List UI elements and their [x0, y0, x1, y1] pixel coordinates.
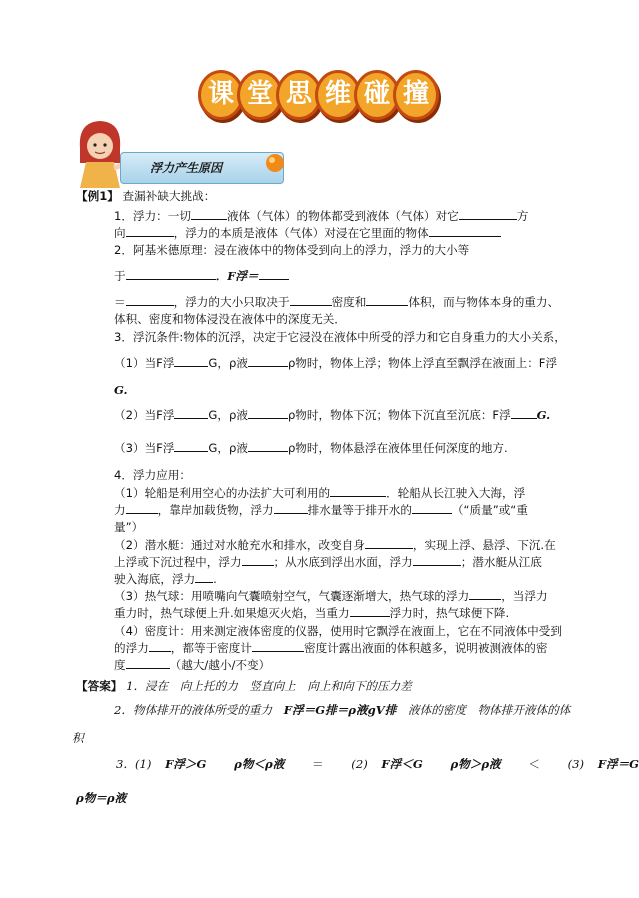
q4-text: 浮力时，热气球便下降. — [389, 606, 510, 620]
answer-blank[interactable] — [366, 294, 408, 306]
answer-blank[interactable] — [413, 554, 461, 566]
banner-char: 课 — [198, 70, 244, 120]
q4-text: 排水量等于排开水的 — [307, 503, 412, 517]
answer-blank[interactable] — [174, 355, 208, 367]
q3-text: （2）当F浮 — [114, 408, 175, 422]
answer-blank[interactable] — [126, 657, 170, 669]
q4-text: 4．浮力应用： — [114, 468, 191, 482]
question-1-line-1 — [114, 208, 528, 224]
q3-text: G，ρ液 — [208, 356, 248, 370]
q2-text: 2．阿基米德原理：浸在液体中的物体受到向上的浮力，浮力的大小等 — [114, 243, 470, 257]
question-4-4-line-2 — [114, 640, 547, 656]
answer-blank[interactable] — [191, 208, 227, 220]
answer-blank[interactable] — [195, 571, 213, 583]
banner-char: 堂 — [237, 70, 283, 120]
answer-blank[interactable] — [174, 440, 208, 452]
q4-text: 力 — [114, 503, 126, 517]
q3-text: ρ物时，物体上浮；物体上浮直至飘浮在液面上：F浮 — [287, 356, 558, 370]
question-3-case-3 — [114, 440, 508, 456]
q1-text: ，浮力的本质是液体（气体）对浸在它里面的物体 — [173, 226, 429, 240]
question-4-4-line-1 — [114, 623, 562, 639]
question-3-line-1 — [114, 329, 566, 345]
question-4-1-line-3 — [114, 519, 143, 535]
question-2-line-2 — [114, 268, 289, 284]
answer-1: 1．浸在 向上托的力 竖直向上 向上和向下的压力差 — [126, 679, 412, 693]
q3-text: G. — [536, 408, 551, 422]
q4-text: ，都等于密度计 — [170, 641, 252, 655]
question-3-case-1-cont — [114, 382, 128, 398]
answer-blank[interactable] — [126, 268, 216, 280]
q4-text: （“质量”或“重 — [451, 503, 528, 517]
q3-text: G. — [114, 383, 128, 397]
answer-blank[interactable] — [290, 294, 332, 306]
question-4-1-line-2 — [114, 502, 528, 518]
q2-formula: ．F浮＝ — [215, 269, 259, 283]
question-3-case-1 — [114, 355, 557, 371]
answer-2: 积 — [72, 731, 84, 745]
answer-blank[interactable] — [149, 640, 171, 652]
q2-text: 密度和 — [331, 295, 367, 309]
question-2-line-3 — [114, 294, 559, 310]
banner-char: 维 — [315, 70, 361, 120]
answer-3-formula: ρ物＞ρ液 — [450, 757, 501, 771]
banner-char: 撞 — [393, 70, 439, 120]
question-4-2-line-3 — [114, 571, 217, 587]
q3-text: （3）当F浮 — [114, 441, 175, 455]
answer-3: (3) — [567, 757, 585, 771]
answer-blank[interactable] — [274, 502, 308, 514]
q2-text: 于 — [114, 269, 126, 283]
question-4-4-line-3 — [114, 657, 270, 673]
question-2-line-4 — [114, 311, 346, 327]
q4-text: 度 — [114, 658, 126, 672]
q4-text: ，实现上浮、悬浮、下沉.在 — [412, 538, 556, 552]
answer-blank[interactable] — [242, 554, 274, 566]
question-4-3-line-1 — [114, 588, 548, 604]
q4-text: 密度计露出液面的体积越多，说明被测液体的密 — [303, 641, 548, 655]
answer-3-formula: ρ物＜ρ液 — [234, 757, 285, 771]
q4-text: ，当浮力 — [501, 589, 548, 603]
q4-text: （1）轮船是利用空心的办法扩大可利用的 — [114, 486, 331, 500]
q4-text: （越大/越小/不变） — [169, 658, 271, 672]
answer-line-2-cont — [72, 730, 84, 746]
question-2-line-1 — [114, 242, 469, 258]
answer-line-3-cont — [76, 790, 126, 806]
answer-3: 3．(1) — [116, 757, 152, 771]
q1-text: 方 — [516, 209, 529, 223]
answer-blank[interactable] — [365, 537, 413, 549]
q4-text: 重力时，热气球便上升.如果熄灭火焰，当重力 — [114, 606, 350, 620]
answer-blank[interactable] — [429, 225, 501, 237]
answer-blank[interactable] — [259, 268, 289, 280]
answer-2: 2．物体排开的液体所受的重力 — [114, 703, 273, 717]
banner-char: 思 — [276, 70, 322, 120]
example-heading — [76, 188, 215, 204]
q4-text: （3）热气球：用喷嘴向气囊喷射空气，气囊逐渐增大，热气球的浮力 — [114, 589, 470, 603]
q4-text: （2）潜水艇：通过对水舱充水和排水，改变自身 — [114, 538, 365, 552]
q4-text: 量”） — [114, 520, 144, 534]
answer-3: (2) — [351, 757, 368, 771]
q2-text: ，浮力的大小只取决于 — [173, 295, 290, 309]
answer-blank[interactable] — [511, 407, 537, 419]
q2-text: ＝ — [114, 295, 126, 309]
answer-line-1 — [76, 678, 412, 694]
answer-blank[interactable] — [459, 208, 517, 220]
answer-line-3 — [116, 756, 639, 772]
q4-text: 驶入海底，浮力 — [114, 572, 196, 586]
question-4-1-line-1 — [114, 485, 525, 501]
answer-2: 液体的密度 物体排开液体的体 — [408, 703, 571, 717]
q1-text: 1．浮力：一切 — [114, 209, 191, 223]
question-4-heading — [114, 467, 191, 483]
q3-text: ρ物时，物体悬浮在液体里任何深度的地方. — [287, 441, 508, 455]
q4-text: ；从水底到浮出水面，浮力 — [273, 555, 413, 569]
answer-blank[interactable] — [248, 355, 288, 367]
q4-text: ；潜水艇从江底 — [460, 555, 542, 569]
answer-blank[interactable] — [252, 640, 304, 652]
answer-tag: 【答案】 — [76, 679, 123, 693]
q2-text: 体积，而与物体本身的重力、 — [408, 295, 560, 309]
q4-text: ．轮船从长江驶入大海，浮 — [386, 486, 526, 500]
question-4-3-line-2 — [114, 605, 509, 621]
q3-text: G，ρ液 — [208, 408, 248, 422]
answer-blank[interactable] — [126, 225, 174, 237]
section-tag-label: 浮力产生原因 — [150, 161, 223, 175]
q1-text: 向 — [114, 226, 126, 240]
question-4-2-line-1 — [114, 537, 556, 553]
answer-blank[interactable] — [330, 485, 386, 497]
answer-blank[interactable] — [248, 407, 288, 419]
q4-text: （4）密度计：用来测定液体密度的仪器，使用时它飘浮在液面上，它在不同液体中受到 — [114, 624, 562, 638]
question-3-case-2 — [114, 407, 550, 423]
q3-text: G，ρ液 — [208, 441, 248, 455]
answer-blank[interactable] — [174, 407, 208, 419]
answer-3-formula: ρ物＝ρ液 — [76, 791, 127, 805]
q4-text: . — [213, 572, 217, 586]
q3-text: 3．浮沉条件:物体的沉浮，决定于它浸没在液体中所受的浮力和它自身重力的大小关系， — [114, 330, 566, 344]
answer-3-formula: F浮＞G — [165, 757, 207, 771]
orange-ball-icon — [262, 150, 288, 176]
answer-3-formula: F浮＜G — [381, 757, 423, 771]
q3-text: （1）当F浮 — [114, 356, 175, 370]
q4-text: 上浮或下沉过程中，浮力 — [114, 555, 242, 569]
question-1-line-2 — [114, 225, 501, 241]
answer-blank[interactable] — [469, 588, 501, 600]
answer-line-2 — [114, 702, 570, 718]
answer-2-formula: F浮＝G排＝ρ液gV排 — [283, 703, 397, 717]
answer-3: ＜ — [528, 757, 540, 771]
banner-char: 碰 — [354, 70, 400, 120]
example-intro: 查漏补缺大挑战： — [122, 189, 216, 203]
answer-3: ＝ — [312, 757, 324, 771]
answer-blank[interactable] — [126, 502, 158, 514]
answer-3-formula: F浮＝G — [597, 757, 639, 771]
q3-text: ρ物时，物体下沉；物体下沉直至沉底：F浮 — [287, 408, 511, 422]
q1-text: 液体（气体）的物体都受到液体（气体）对它 — [226, 209, 459, 223]
answer-blank[interactable] — [350, 605, 390, 617]
question-4-2-line-2 — [114, 554, 542, 570]
q4-text: ，靠岸加载货物，浮力 — [157, 503, 274, 517]
answer-blank[interactable] — [412, 502, 452, 514]
q4-text: 的浮力 — [114, 641, 149, 655]
q2-text: 体积、密度和物体浸没在液体中的深度无关． — [114, 312, 346, 326]
answer-blank[interactable] — [248, 440, 288, 452]
answer-blank[interactable] — [126, 294, 174, 306]
example-tag: 【例1】 — [76, 189, 119, 203]
